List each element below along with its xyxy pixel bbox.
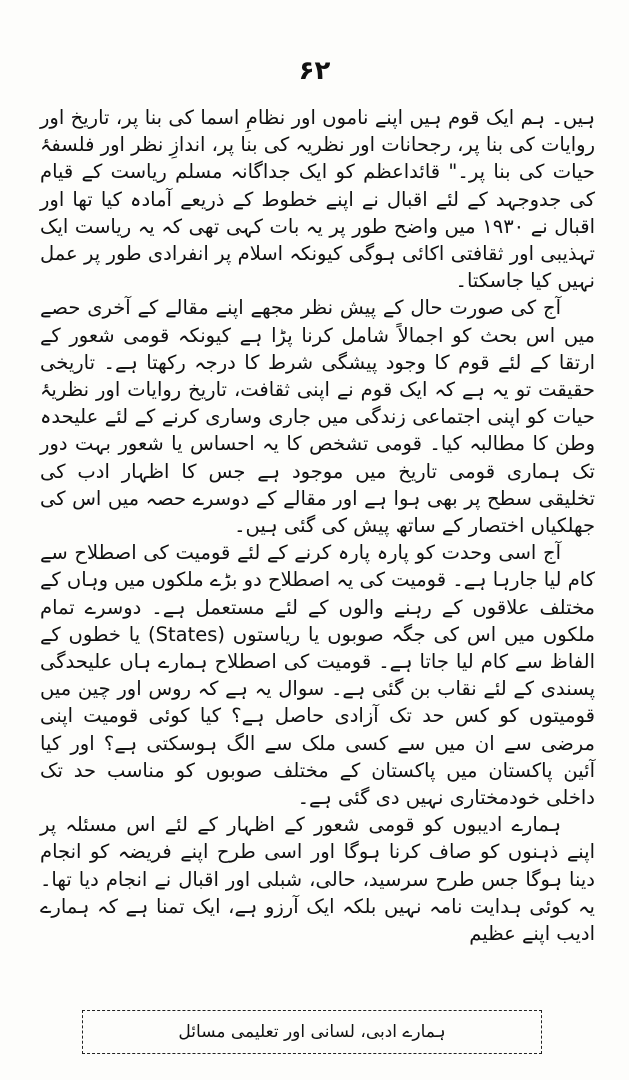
- running-footer: [82, 1010, 542, 1054]
- paragraph-4: ہمارے ادیبوں کو قومی شعور کے اظہار کے لئے اس مسئلہ پر اپنے ذہنوں کو صاف کرنا ہوگا اور اسی طرح اپنے فریضہ کو انجام دینا ہوگا جس طرح سرسید، حالی، شبلی اور اقبال نے انجام دیا تھا۔ یہ کوئی ہدایت نامہ نہیں بلکہ ایک آرزو ہے، ایک تمنا ہے کہ ہمارے ادیب اپنے عظیم: [40, 813, 595, 946]
- body-text: [40, 104, 595, 947]
- footer-title: ہمارے ادبی، لسانی اور تعلیمی مسائل: [178, 1022, 446, 1042]
- paragraph-3: آج اسی وحدت کو پارہ پارہ کرنے کے لئے قومیت کی اصطلاح سے کام لیا جارہا ہے۔ قومیت کی یہ اصطلاح دو بڑے ملکوں میں وہاں کے مختلف علاقوں کے رہنے والوں کے لئے مستعمل ہے۔ دوسرے تمام ملکوں میں اس کی جگہ صوبوں یا ریاستوں (States) یا خطوں کے الفاظ سے کام لیا جاتا ہے۔ قومیت کی اصطلاح ہمارے ہاں علیحدگی پسندی کے لئے نقاب بن گئی ہے۔ سوال یہ ہے کہ روس اور چین میں قومیتوں کو کس حد تک آزادی حاصل ہے؟ کیا کوئی قومیت اپنی مرضی سے ان میں سے کسی ملک سے الگ ہوسکتی ہے؟ اور کیا آئین پاکستان میں پاکستان کے مختلف صوبوں کو مناسب حد تک داخلی خودمختاری نہیں دی گئی ہے۔: [40, 541, 595, 810]
- page-number: ۶۲: [298, 56, 331, 86]
- paragraph-1: ہیں۔ ہم ایک قوم ہیں اپنے ناموں اور نظامِ اسما کی بنا پر، تاریخ اور روایات کی بنا پر، رجحانات اور نظریہ کی بنا پر، اندازِ نظر اور فلسفۂ حیات کی بنا پر۔" قائداعظم کو ایک جداگانہ مسلم ریاست کے قیام کی جدوجہد کے لئے اقبال نے اپنے خطوط کے ذریعے آمادہ کیا تھا اور اقبال نے ۱۹۳۰ میں واضح طور پر یہ بات کہی تھی کہ یہ ریاست ایک تہذیبی اور ثقافتی اکائی ہوگی کیونکہ اسلام پر انفرادی طور پر عمل نہیں کیا جاسکتا۔: [40, 106, 596, 293]
- paragraph-2: آج کی صورت حال کے پیش نظر مجھے اپنے مقالے کے آخری حصے میں اس بحث کو اجمالاً شامل کرنا پڑا ہے کیونکہ قومی شعور کے ارتقا کے لئے قوم کا وجود پیشگی شرط کا درجہ رکھتا ہے۔ تاریخی حقیقت تو یہ ہے کہ ایک قوم نے اپنی ثقافت، تاریخ روایات اور نظریۂ حیات کو اپنی اجتماعی زندگی میں جاری وساری کرنے کے لئے علیحدہ وطن کا مطالبہ کیا۔ قومی تشخص کا یہ احساس یا شعور بہت دور تک ہماری قومی تاریخ میں موجود ہے جس کا اظہار ادب کی تخلیقی سطح پر بھی ہوا ہے اور مقالے کے دوسرے حصہ میں اس کی جھلکیاں اختصار کے ساتھ پیش کی گئی ہیں۔: [40, 296, 595, 538]
